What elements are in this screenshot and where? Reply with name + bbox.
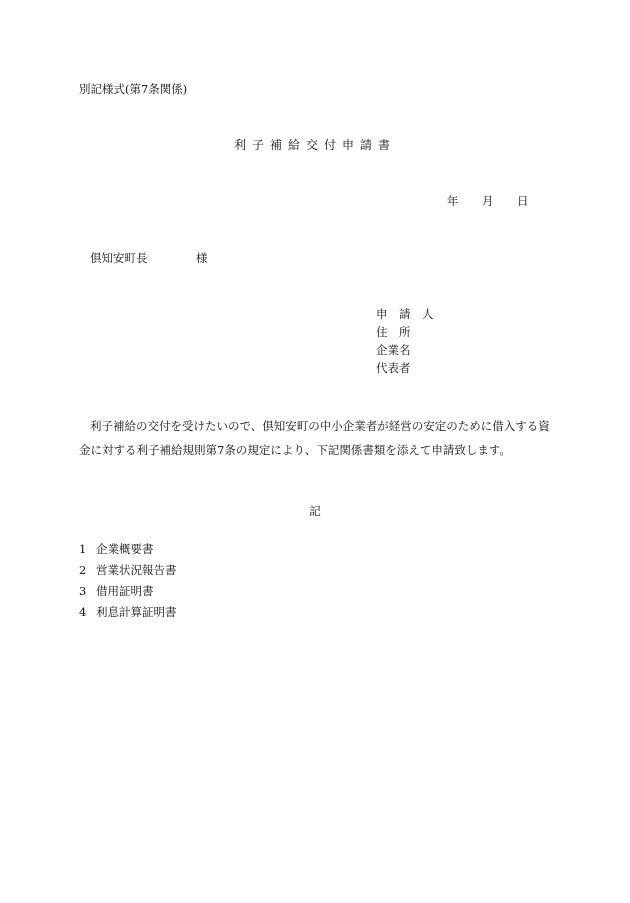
date-year-label: 年 [447,194,459,208]
attachment-item [79,541,154,557]
request-body-text: 利子補給の交付を受けたいので、倶知安町の中小企業者が経営の安定のために借入する資金に対する利子補給規則第7条の規定により、下記関係書類を添えて申請致します。 [79,419,550,457]
attachment-label: 企業概要書 [96,542,154,556]
addressee: 倶知安町長 [90,251,148,265]
applicant-company-label: 企業名 [376,343,411,357]
attachment-label: 借用証明書 [96,584,154,598]
applicant-address-label: 住 所 [376,325,411,339]
attachment-item [79,562,177,578]
document-title: 利子補給交付申請書 [233,138,396,152]
honorific: 様 [196,251,208,265]
applicant-heading: 申 請 人 [376,307,434,321]
attachment-label: 利息計算証明書 [96,605,177,619]
form-label: 別記様式(第7条関係) [79,82,188,96]
attachment-label: 営業状況報告書 [96,563,177,577]
attachment-number: 1 [79,542,87,556]
applicant-representative-label: 代表者 [376,361,411,375]
ki-heading: 記 [309,504,321,518]
attachment-number: 3 [79,584,87,598]
attachment-number: 4 [79,605,87,619]
attachment-item [79,583,154,599]
date-day-label: 日 [517,194,529,208]
date-month-label: 月 [482,194,494,208]
attachment-number: 2 [79,563,87,577]
attachment-item [79,604,177,620]
